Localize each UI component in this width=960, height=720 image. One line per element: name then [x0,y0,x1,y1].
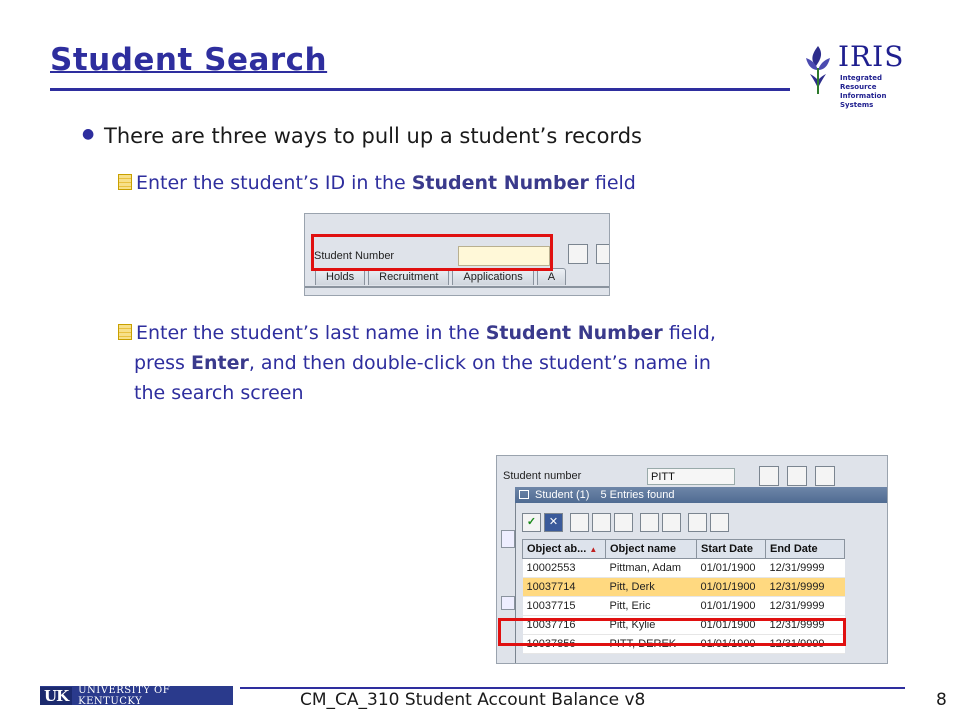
tab-applications[interactable]: Applications [452,268,533,285]
footer-rule [240,687,905,689]
uk-logo [40,686,233,705]
iris-logo [798,38,918,109]
table-row[interactable]: 10002553 Pittman, Adam 01/01/1900 12/31/9999 [523,559,845,578]
background-dropdown-stub [501,596,515,610]
bullet-main [84,124,642,148]
change-icon[interactable] [596,244,610,264]
popup-titlebar [515,487,888,503]
table-row-selected[interactable]: 10037714 Pitt, Derk 01/01/1900 12/31/9999 [523,578,845,597]
find-icon[interactable] [570,513,589,532]
table-row[interactable]: 10037715 Pitt, Eric 01/01/1900 12/31/9999 [523,597,845,616]
iris-logo-subtitle: Integrated Resource Information Systems [840,74,887,109]
screenshot-search-results [496,455,888,664]
popup-title: Student (1) [535,489,590,501]
screenshot-student-number [304,213,610,296]
copy-icon[interactable] [710,513,729,532]
highlight-box [311,234,553,271]
tab-a[interactable]: A [537,268,566,285]
bullet-dot-icon: ● [82,126,95,142]
uk-university-name: UNIVERSITY OF KENTUCKY [78,684,171,707]
sort-asc-icon: ▲ [589,545,598,554]
sub-bullet-1: Enter the student’s ID in the Student Number field [118,168,636,198]
page-number: 8 [936,690,947,710]
bullet-main-text: There are three ways to pull up a student’s records [104,124,642,148]
confirm-check-icon[interactable]: ✓ [522,513,541,532]
slide-title: Student Search [50,42,328,78]
create-icon[interactable] [759,466,779,486]
iris-flower-icon [798,40,838,96]
uk-monogram: UK [40,687,72,705]
display-icon[interactable] [815,466,835,486]
tab-recruitment[interactable]: Recruitment [368,268,449,285]
popup-toolbar [522,513,732,532]
table-row[interactable]: 10037716 Pitt, Kylie 01/01/1900 12/31/9999 [523,616,845,635]
student-number-input[interactable]: PITT [647,468,735,485]
tab-baseline [305,286,610,288]
notepad-bullet-icon [118,174,132,190]
background-field-stub [501,530,515,548]
footer-course-title: CM_CA_310 Student Account Balance v8 [300,690,646,710]
tab-holds[interactable]: Holds [315,268,365,285]
search-results-popup [515,503,888,664]
table-header-row [523,540,845,559]
col-start-date[interactable]: Start Date [697,540,766,559]
popup-window-icon [519,490,529,499]
highlight-box [498,618,846,646]
student-number-label: Student number [503,470,582,482]
col-object-name[interactable]: Object name [606,540,697,559]
col-object-abbr[interactable]: Object ab... ▲ [523,540,606,559]
settings-icon[interactable] [662,513,681,532]
iris-logo-word: IRIS [838,40,905,73]
notepad-bullet-icon [118,324,132,340]
col-end-date[interactable]: End Date [766,540,845,559]
change-icon[interactable] [787,466,807,486]
print-icon[interactable] [688,513,707,532]
filter-icon[interactable] [640,513,659,532]
popup-entry-count: 5 Entries found [600,489,675,501]
cancel-x-icon[interactable]: ✕ [544,513,563,532]
sub-bullet-2: Enter the student’s last name in the Student Number field, press Enter, and then double-click on the student’s name in the search screen [118,318,848,408]
find-next-icon[interactable] [592,513,611,532]
create-icon[interactable] [568,244,588,264]
table-row[interactable]: 10037856 PITT, DEREK 01/01/1900 12/31/9999 [523,635,845,654]
title-rule [50,88,790,91]
sort-icon[interactable] [614,513,633,532]
student-number-label: Student Number [314,250,395,262]
